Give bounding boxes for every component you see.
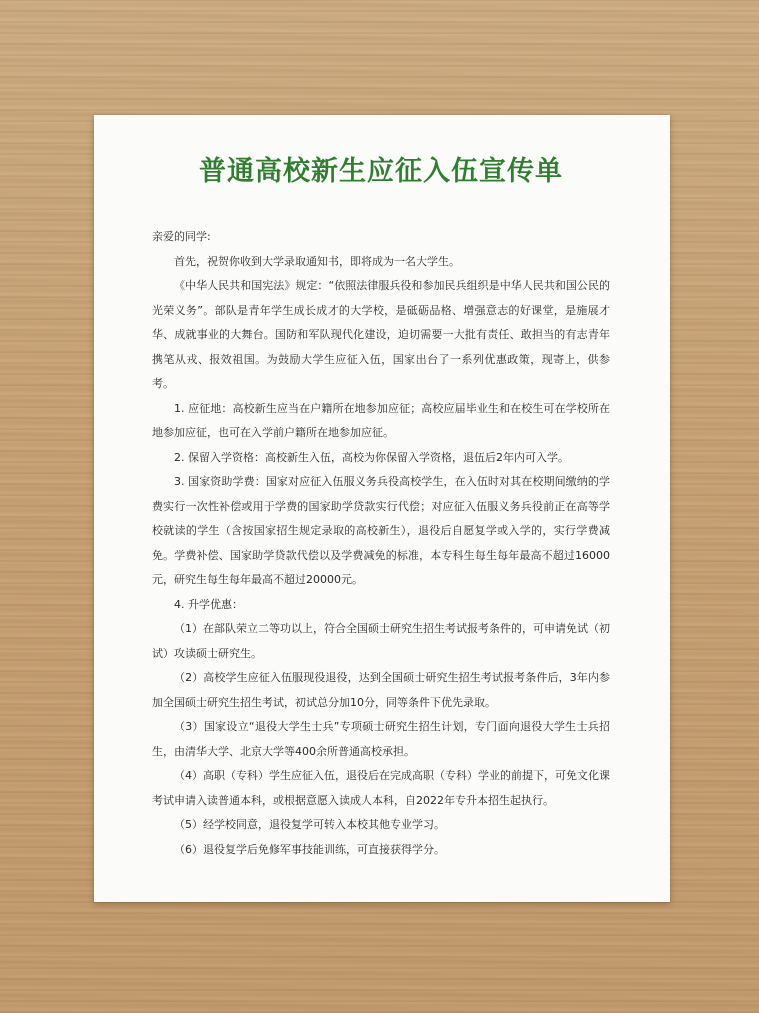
- flyer-title: 普通高校新生应征入伍宣传单: [199, 156, 563, 187]
- list-item-merit-exemption: （1）在部队荣立二等功以上，符合全国硕士研究生招生考试报考条件的，可申请免试（初试）攻读硕士研究生。: [152, 622, 610, 660]
- paragraph-constitution: 《中华人民共和国宪法》规定：“依照法律服兵役和参加民兵组织是中华人民共和国公民的光荣义务”。部队是青年学生成长成才的大学校，是砥砺品格、增强意志的好课堂，是施展才华、成就事业的大舞台。国防和军队现代化建设，迫切需要一大批有责任、敢担当的有志青年携笔从戎、报效祖国。为鼓励大学生应征入伍，国家出台了一系列优惠政策，现寄上，供参考。: [152, 279, 610, 390]
- list-item-major-transfer: （5）经学校同意，退役复学可转入本校其他专业学习。: [174, 818, 445, 831]
- paragraph-enrollment-retention: 2. 保留入学资格：高校新生入伍，高校为你保留入学资格，退伍后2年内可入学。: [174, 450, 569, 464]
- greeting: 亲爱的同学:: [152, 230, 211, 243]
- flyer-body: [152, 225, 610, 862]
- paragraph-congratulations: 首先，祝贺你收到大学录取通知书，即将成为一名大学生。: [174, 254, 460, 268]
- paragraph-further-study-heading: 4. 升学优惠：: [174, 597, 243, 611]
- flyer-paper: [94, 115, 670, 902]
- list-item-vocational-upgrade: （4）高职（专科）学生应征入伍，退役后在完成高职（专科）学业的前提下，可免文化课考试申请入读普通本科，或根据意愿入读成人本科，自2022年专升本招生起执行。: [152, 769, 610, 807]
- paragraph-tuition-aid: 3. 国家资助学费：国家对应征入伍服义务兵役高校学生，在入伍时对其在校期间缴纳的学费实行一次性补偿或用于学费的国家助学贷款实行代偿；对应征入伍服义务兵役前正在高等学校就读的学生（含按国家招生规定录取的高校新生），退役后自愿复学或入学的，实行学费减免。学费补偿、国家助学贷款代偿以及学费减免的标准，本专科生每生每年最高不超过16000元，研究生每生每年最高不超过20000元。: [152, 475, 610, 586]
- paragraph-enlistment-location: 1. 应征地：高校新生应当在户籍所在地参加应征；高校应届毕业生和在校生可在学校所在地参加应征，也可在入学前户籍所在地参加应征。: [152, 401, 610, 439]
- list-item-special-plan: （3）国家设立“退役大学生士兵”专项硕士研究生招生计划，专门面向退役大学生士兵招生，由清华大学、北京大学等400余所普通高校承担。: [152, 720, 610, 758]
- list-item-bonus-points: （2）高校学生应征入伍服现役退役，达到全国硕士研究生招生考试报考条件后，3年内参加全国硕士研究生招生考试，初试总分加10分，同等条件下优先录取。: [152, 671, 610, 709]
- list-item-military-training-credit: （6）退役复学后免修军事技能训练，可直接获得学分。: [174, 842, 445, 856]
